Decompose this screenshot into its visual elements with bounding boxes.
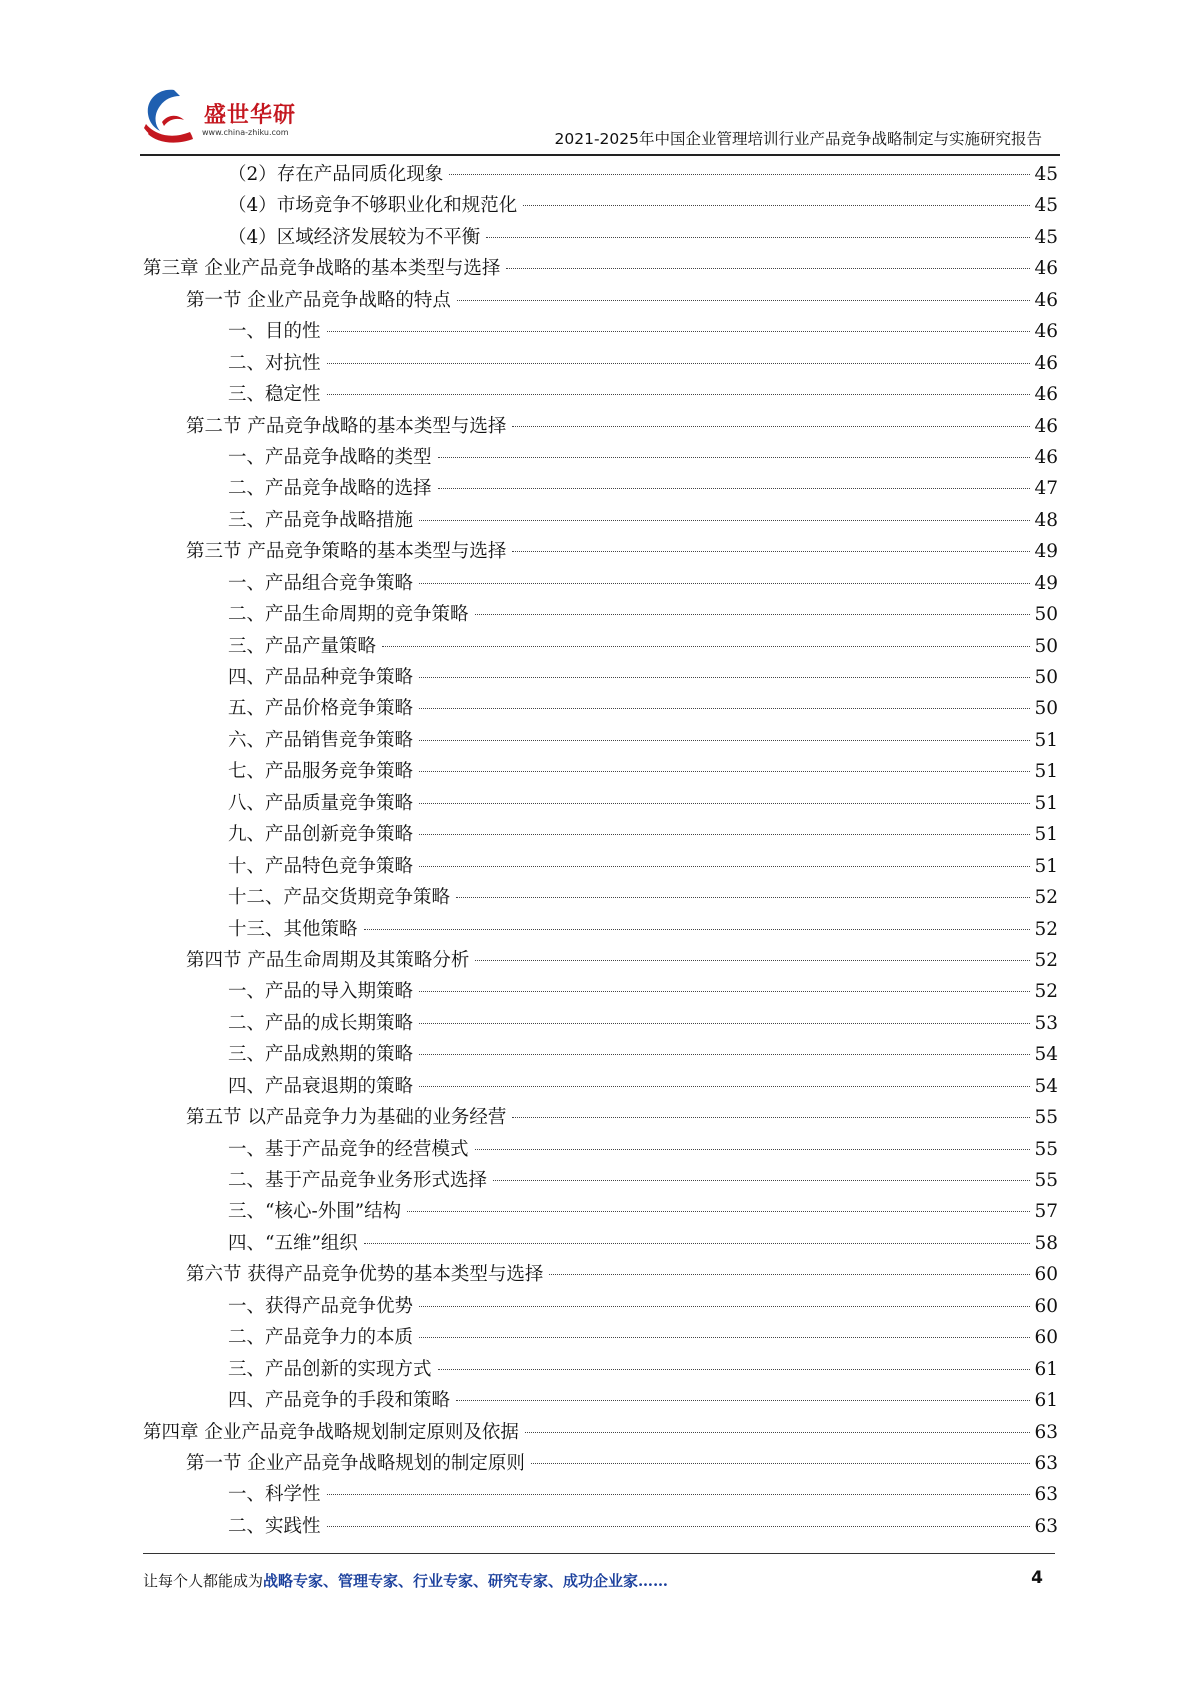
- toc-leader-dots: [475, 960, 1030, 961]
- page-header: [140, 78, 1060, 156]
- company-logo: [140, 84, 310, 152]
- table-of-contents: [143, 160, 1058, 1543]
- toc-entry-page: 46: [1034, 321, 1058, 343]
- toc-entry[interactable]: [143, 1355, 1058, 1386]
- toc-leader-dots: [486, 237, 1030, 238]
- toc-entry-label: 二、产品竞争力的本质: [228, 1327, 414, 1349]
- toc-leader-dots: [419, 677, 1030, 678]
- toc-leader-dots: [419, 740, 1030, 741]
- toc-leader-dots: [449, 174, 1030, 175]
- toc-entry-label: 一、科学性: [228, 1484, 321, 1506]
- toc-entry-page: 48: [1034, 509, 1058, 531]
- toc-entry-label: 一、获得产品竞争优势: [228, 1295, 414, 1317]
- toc-leader-dots: [419, 583, 1030, 584]
- toc-entry-label: 二、产品竞争战略的选择: [228, 478, 432, 500]
- toc-entry[interactable]: [143, 1197, 1058, 1228]
- toc-entry[interactable]: [143, 977, 1058, 1008]
- toc-entry[interactable]: [143, 506, 1058, 537]
- toc-entry[interactable]: [143, 1072, 1058, 1103]
- toc-entry-label: 一、产品竞争战略的类型: [228, 446, 432, 468]
- toc-entry-label: 一、产品的导入期策略: [228, 981, 414, 1003]
- toc-entry-page: 46: [1034, 415, 1058, 437]
- toc-leader-dots: [419, 1306, 1030, 1307]
- toc-leader-dots: [382, 646, 1030, 647]
- toc-entry[interactable]: [143, 223, 1058, 254]
- toc-entry-label: 六、产品销售竞争策略: [228, 729, 414, 751]
- toc-entry-label: 七、产品服务竞争策略: [228, 761, 414, 783]
- toc-entry-page: 50: [1034, 667, 1058, 688]
- toc-entry-label: 五、产品价格竞争策略: [228, 698, 414, 720]
- toc-entry-page: 58: [1034, 1232, 1058, 1254]
- toc-leader-dots: [438, 1369, 1031, 1370]
- toc-entry-page: 55: [1034, 1170, 1058, 1191]
- toc-leader-dots: [364, 1243, 1031, 1244]
- toc-entry-page: 46: [1034, 289, 1058, 311]
- toc-entry-label: 第四节 产品生命周期及其策略分析: [186, 949, 470, 971]
- toc-entry-page: 63: [1034, 1421, 1058, 1443]
- toc-entry-page: 60: [1034, 1295, 1058, 1317]
- toc-entry[interactable]: [143, 1009, 1058, 1040]
- toc-leader-dots: [438, 488, 1031, 489]
- toc-entry[interactable]: [143, 946, 1058, 977]
- toc-entry-page: 52: [1034, 887, 1058, 909]
- toc-entry[interactable]: [143, 474, 1058, 505]
- toc-leader-dots: [512, 426, 1030, 427]
- toc-entry-page: 45: [1034, 195, 1058, 217]
- toc-entry[interactable]: [143, 1386, 1058, 1417]
- page-footer: [143, 1570, 1055, 1594]
- page-number: 4: [1031, 1568, 1043, 1588]
- toc-leader-dots: [419, 1023, 1030, 1024]
- toc-leader-dots: [457, 300, 1031, 301]
- toc-entry-label: 第五节 以产品竞争力为基础的业务经营: [186, 1107, 507, 1129]
- toc-entry-label: 十三、其他策略: [228, 918, 358, 940]
- toc-entry-page: 46: [1034, 352, 1058, 374]
- toc-entry-page: 63: [1034, 1484, 1058, 1506]
- toc-leader-dots: [419, 1054, 1030, 1055]
- toc-entry-label: 四、产品品种竞争策略: [228, 667, 414, 688]
- toc-entry-page: 46: [1034, 384, 1058, 406]
- toc-entry[interactable]: [143, 1480, 1058, 1511]
- toc-entry-page: 50: [1034, 604, 1058, 626]
- toc-entry-page: 60: [1034, 1327, 1058, 1349]
- toc-leader-dots: [327, 331, 1031, 332]
- toc-entry[interactable]: [143, 443, 1058, 474]
- toc-entry-label: 一、产品组合竞争策略: [228, 572, 414, 594]
- toc-entry-page: 61: [1034, 1390, 1058, 1412]
- toc-leader-dots: [512, 551, 1030, 552]
- toc-entry[interactable]: [143, 412, 1058, 443]
- toc-entry[interactable]: [143, 1449, 1058, 1480]
- logo-url: www.china-zhiku.com: [202, 128, 289, 137]
- toc-entry-page: 52: [1034, 981, 1058, 1003]
- report-title: 2021-2025年中国企业管理培训行业产品竞争战略制定与实施研究报告: [554, 130, 1042, 148]
- toc-leader-dots: [327, 394, 1031, 395]
- toc-entry[interactable]: [143, 160, 1058, 191]
- toc-leader-dots: [549, 1274, 1030, 1275]
- toc-entry-page: 55: [1034, 1107, 1058, 1129]
- toc-entry-label: 第四章 企业产品竞争战略规划制定原则及依据: [143, 1421, 519, 1443]
- header-divider: [140, 154, 1060, 156]
- toc-entry-page: 53: [1034, 1012, 1058, 1034]
- toc-entry-label: 三、产品竞争战略措施: [228, 509, 414, 531]
- toc-leader-dots: [531, 1463, 1031, 1464]
- toc-entry[interactable]: [143, 1103, 1058, 1134]
- toc-leader-dots: [512, 1117, 1030, 1118]
- toc-entry-page: 46: [1034, 446, 1058, 468]
- toc-entry[interactable]: [143, 915, 1058, 946]
- toc-entry-page: 50: [1034, 698, 1058, 720]
- toc-entry-page: 50: [1034, 635, 1058, 657]
- toc-entry-label: 十、产品特色竞争策略: [228, 855, 414, 877]
- toc-leader-dots: [419, 991, 1030, 992]
- toc-entry[interactable]: [143, 852, 1058, 883]
- toc-entry-label: （4）区域经济发展较为不平衡: [228, 226, 481, 248]
- toc-leader-dots: [419, 771, 1030, 772]
- toc-entry[interactable]: [143, 1135, 1058, 1166]
- toc-leader-dots: [456, 1400, 1030, 1401]
- toc-leader-dots: [327, 363, 1031, 364]
- toc-entry[interactable]: [143, 820, 1058, 851]
- toc-entry-label: 第三章 企业产品竞争战略的基本类型与选择: [143, 258, 501, 280]
- toc-leader-dots: [419, 520, 1030, 521]
- toc-leader-dots: [419, 1086, 1030, 1087]
- toc-leader-dots: [475, 614, 1031, 615]
- toc-leader-dots: [493, 1180, 1030, 1181]
- toc-leader-dots: [419, 803, 1030, 804]
- toc-entry[interactable]: [143, 1260, 1058, 1291]
- toc-leader-dots: [419, 834, 1030, 835]
- logo-text: 盛世华研: [204, 103, 297, 128]
- toc-entry[interactable]: [143, 600, 1058, 631]
- toc-entry-page: 54: [1034, 1075, 1058, 1097]
- toc-entry-label: 九、产品创新竞争策略: [228, 824, 414, 846]
- toc-entry-page: 51: [1034, 729, 1058, 751]
- toc-entry[interactable]: [143, 632, 1058, 663]
- toc-entry-page: 51: [1034, 824, 1058, 846]
- toc-entry-page: 55: [1034, 1138, 1058, 1160]
- toc-entry[interactable]: [143, 1418, 1058, 1449]
- toc-entry-label: 四、产品衰退期的策略: [228, 1075, 414, 1097]
- toc-leader-dots: [475, 1149, 1031, 1150]
- toc-entry[interactable]: [143, 1323, 1058, 1354]
- toc-entry[interactable]: [143, 254, 1058, 285]
- toc-leader-dots: [523, 205, 1030, 206]
- toc-entry-page: 52: [1034, 949, 1058, 971]
- toc-entry-label: 二、基于产品竞争业务形式选择: [228, 1170, 488, 1191]
- toc-entry[interactable]: [143, 883, 1058, 914]
- toc-entry-label: 第二节 产品竞争战略的基本类型与选择: [186, 415, 507, 437]
- toc-entry-label: 二、实践性: [228, 1515, 321, 1537]
- toc-entry-page: 63: [1034, 1515, 1058, 1537]
- toc-entry[interactable]: [143, 1229, 1058, 1260]
- toc-entry-page: 57: [1034, 1201, 1058, 1223]
- toc-entry-page: 49: [1034, 572, 1058, 594]
- toc-entry-label: 三、“核心-外围”结构: [228, 1201, 402, 1223]
- toc-leader-dots: [506, 268, 1030, 269]
- toc-entry[interactable]: [143, 1292, 1058, 1323]
- toc-entry-page: 61: [1034, 1358, 1058, 1380]
- toc-entry-label: 三、产品创新的实现方式: [228, 1358, 432, 1380]
- toc-entry[interactable]: [143, 191, 1058, 222]
- toc-leader-dots: [364, 929, 1031, 930]
- toc-leader-dots: [407, 1211, 1030, 1212]
- toc-entry[interactable]: [143, 1166, 1058, 1197]
- toc-entry[interactable]: [143, 569, 1058, 600]
- toc-entry-label: 二、产品生命周期的竞争策略: [228, 604, 469, 626]
- toc-leader-dots: [438, 457, 1031, 458]
- toc-entry-label: 二、对抗性: [228, 352, 321, 374]
- footer-divider: [143, 1553, 1055, 1554]
- toc-entry[interactable]: [143, 694, 1058, 725]
- toc-entry[interactable]: [143, 380, 1058, 411]
- toc-entry-label: 四、“五维”组织: [228, 1232, 358, 1254]
- toc-leader-dots: [327, 1494, 1031, 1495]
- toc-entry-label: 二、产品的成长期策略: [228, 1012, 414, 1034]
- toc-entry-page: 47: [1034, 478, 1058, 500]
- toc-entry-page: 63: [1034, 1452, 1058, 1474]
- toc-entry-page: 51: [1034, 761, 1058, 783]
- toc-entry-label: 第三节 产品竞争策略的基本类型与选择: [186, 541, 507, 563]
- toc-entry[interactable]: [143, 1040, 1058, 1071]
- toc-entry[interactable]: [143, 789, 1058, 820]
- toc-entry-label: 四、产品竞争的手段和策略: [228, 1390, 451, 1412]
- toc-entry[interactable]: [143, 537, 1058, 568]
- footer-slogan-highlight: 战略专家、管理专家、行业专家、研究专家、成功企业家……: [263, 1572, 669, 1590]
- toc-entry[interactable]: [143, 286, 1058, 317]
- footer-slogan-prefix: 让每个人都能成为: [143, 1572, 264, 1590]
- toc-leader-dots: [456, 897, 1030, 898]
- toc-entry-label: （2）存在产品同质化现象: [228, 164, 444, 185]
- toc-leader-dots: [525, 1432, 1031, 1433]
- toc-entry-label: 一、目的性: [228, 321, 321, 343]
- toc-entry-label: 第一节 企业产品竞争战略的特点: [186, 289, 451, 311]
- toc-entry-label: 八、产品质量竞争策略: [228, 792, 414, 814]
- toc-leader-dots: [327, 1526, 1031, 1527]
- toc-entry[interactable]: [143, 726, 1058, 757]
- toc-entry[interactable]: [143, 317, 1058, 348]
- toc-entry-page: 51: [1034, 792, 1058, 814]
- toc-entry[interactable]: [143, 349, 1058, 380]
- toc-leader-dots: [419, 708, 1030, 709]
- toc-entry-label: 十二、产品交货期竞争策略: [228, 887, 451, 909]
- toc-entry-label: 三、产品成熟期的策略: [228, 1044, 414, 1066]
- toc-entry[interactable]: [143, 663, 1058, 694]
- toc-leader-dots: [419, 866, 1030, 867]
- toc-entry-page: 45: [1034, 226, 1058, 248]
- toc-entry-page: 60: [1034, 1264, 1058, 1286]
- toc-entry-label: （4）市场竞争不够职业化和规范化: [228, 195, 518, 217]
- toc-entry-page: 51: [1034, 855, 1058, 877]
- toc-entry-label: 一、基于产品竞争的经营模式: [228, 1138, 469, 1160]
- toc-entry-page: 54: [1034, 1044, 1058, 1066]
- toc-entry[interactable]: [143, 1512, 1058, 1543]
- toc-entry-page: 49: [1034, 541, 1058, 563]
- logo-emblem-icon: [140, 84, 204, 146]
- toc-leader-dots: [419, 1337, 1030, 1338]
- toc-entry-label: 三、产品产量策略: [228, 635, 377, 657]
- toc-entry-label: 第一节 企业产品竞争战略规划的制定原则: [186, 1452, 525, 1474]
- toc-entry-page: 45: [1034, 164, 1058, 185]
- toc-entry-label: 三、稳定性: [228, 384, 321, 406]
- toc-entry-label: 第六节 获得产品竞争优势的基本类型与选择: [186, 1264, 544, 1286]
- toc-entry-page: 46: [1034, 258, 1058, 280]
- toc-entry-page: 52: [1034, 918, 1058, 940]
- toc-entry[interactable]: [143, 757, 1058, 788]
